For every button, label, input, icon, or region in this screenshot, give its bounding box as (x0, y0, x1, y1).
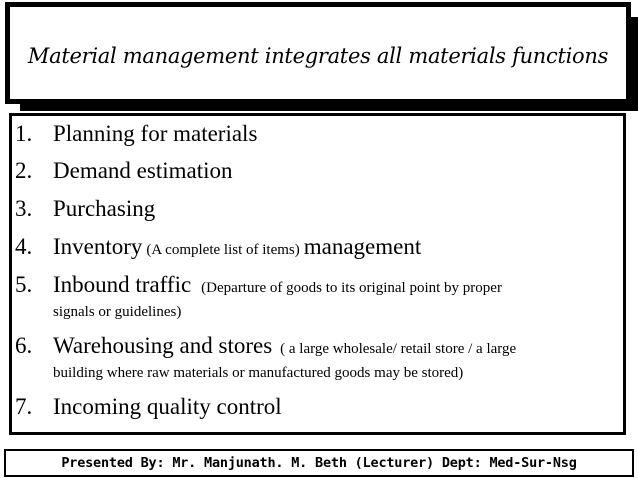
item-text: Planning for materials (53, 121, 258, 146)
presenter-credit: Presented By: Mr. Manjunath. M. Beth (Lecturer) Dept: Med-Sur-Nsg (61, 455, 577, 471)
item-note: (A complete list of items) (146, 242, 300, 258)
item-number: 2. (15, 158, 33, 183)
item-number: 6. (15, 333, 33, 358)
item-number: 3. (15, 196, 33, 221)
footer-box (4, 449, 634, 477)
item-note: ( a large wholesale/ retail store / a large (280, 341, 517, 357)
item-note-continued: building where raw materials or manufactured goods may be stored) (53, 365, 464, 381)
item-text: Warehousing and stores (53, 333, 273, 358)
content-list (9, 113, 626, 435)
item-number: 7. (15, 394, 33, 419)
item-number: 1. (15, 121, 33, 146)
item-text-after: management (303, 234, 422, 259)
item-text: Inbound traffic (53, 272, 192, 297)
title-box (5, 2, 631, 104)
item-text: Incoming quality control (53, 394, 282, 419)
slide-title: Material management integrates all materials functions (27, 44, 609, 68)
item-number: 5. (15, 272, 33, 297)
item-note: (Departure of goods to its original point by proper (201, 280, 502, 296)
item-note-continued: signals or guidelines) (53, 304, 182, 320)
item-text: Inventory (53, 234, 143, 259)
item-text: Demand estimation (53, 158, 233, 183)
item-text: Purchasing (53, 196, 156, 221)
item-number: 4. (15, 234, 33, 259)
